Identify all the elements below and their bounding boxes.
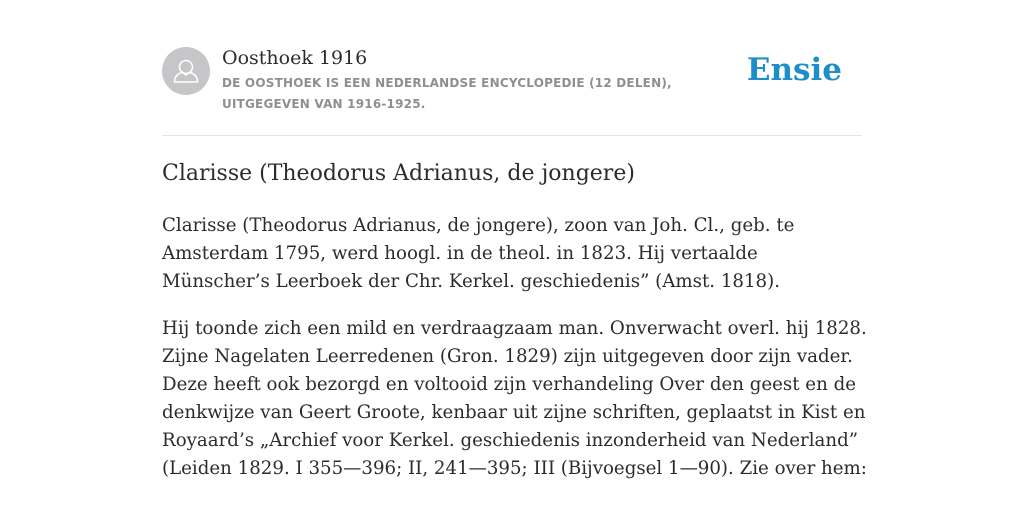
article-paragraph: Clarisse (Theodorus Adrianus, de jongere), zoon van Joh. Cl., geb. te Amsterdam 1795, werd hoogl. in de theol. in 1823. Hij vertaalde Münscher’s Leerboek der Chr. Kerkel. geschiedenis” (Amst. 1818). — [162, 215, 795, 292]
source-name[interactable]: Oosthoek 1916 — [222, 47, 368, 69]
article-body — [162, 212, 867, 502]
source-description: DE OOSTHOEK IS EEN NEDERLANDSE ENCYCLOPEDIE (12 DELEN), UITGEGEVEN VAN 1916-1925. — [222, 76, 672, 111]
source-header — [162, 46, 862, 116]
header-divider — [162, 135, 862, 136]
brand-logo[interactable]: Ensie — [746, 52, 842, 88]
source-avatar[interactable] — [162, 47, 210, 95]
user-icon — [162, 47, 210, 95]
article-title: Clarisse (Theodorus Adrianus, de jongere) — [162, 161, 635, 186]
article-paragraph: Hij toonde zich een mild en verdraagzaam man. Onverwacht overl. hij 1828. Zijne Nagelaten Leerredenen (Gron. 1829) zijn uitgegeven door zijn vader. Deze heeft ook bezorgd en voltooid zijn verhandeling Over den geest en de denkwijze van Geert Groote, kenbaar uit zijne schriften, geplaatst in Kist en Royaard’s „Archief voor Kerkel. geschiedenis inzonderheid van Nederland” (Leiden 1829. I 355—396; II, 241—395; III (Bijvoegsel 1—90). Zie over hem: — [162, 318, 867, 479]
